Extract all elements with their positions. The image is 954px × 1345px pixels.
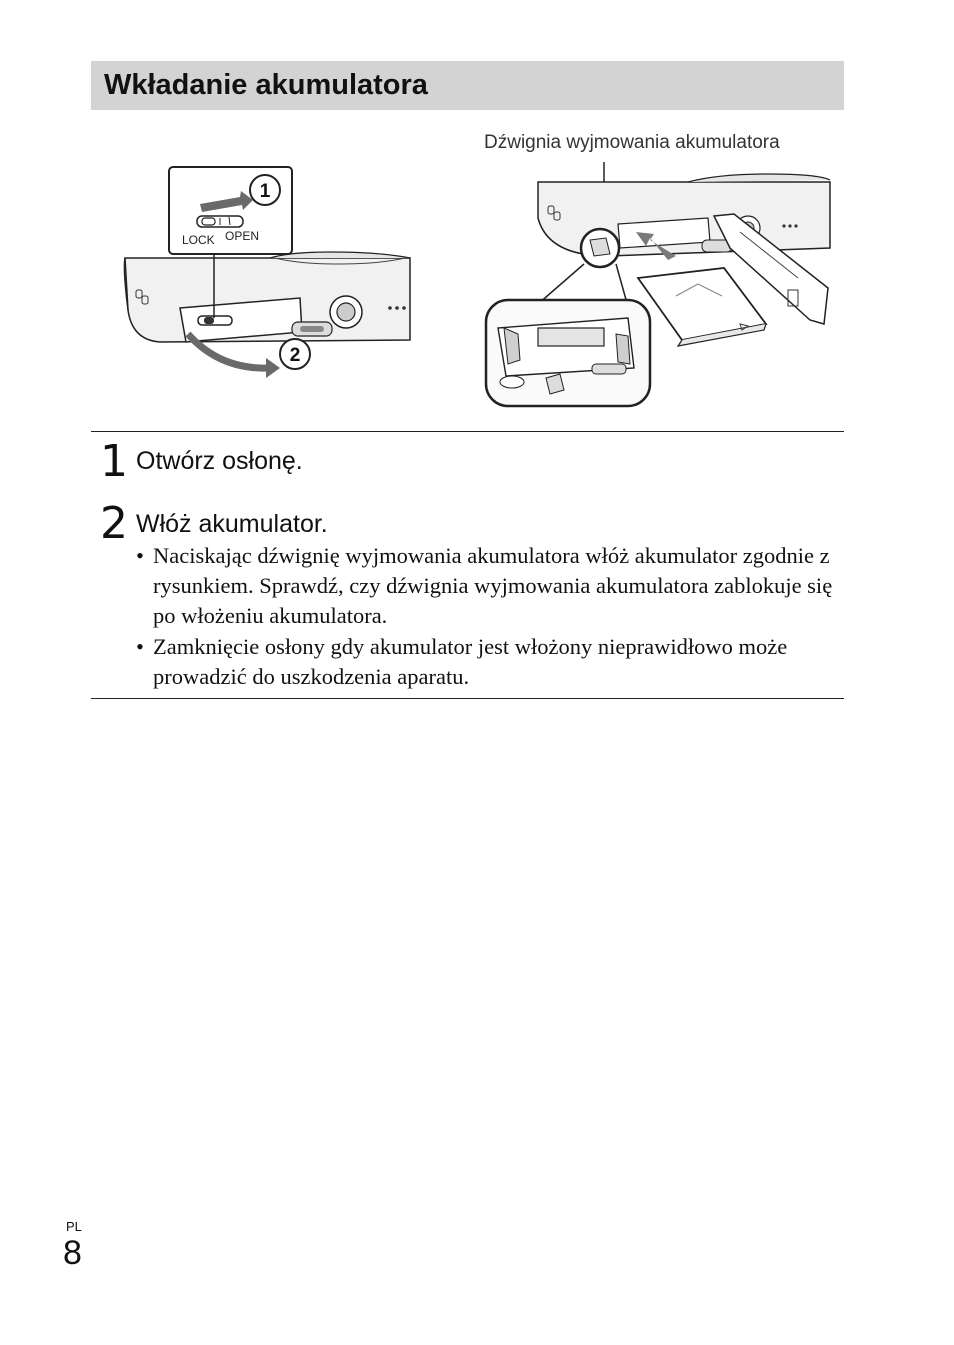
camera-bottom-open-cover-drawing [120, 160, 420, 410]
step-1-title: Otwórz osłonę. [136, 447, 303, 475]
insert-battery-illustration [478, 128, 838, 413]
open-cover-illustration [120, 160, 420, 410]
bullet-text: Naciskając dźwignię wyjmowania akumulatora włóż akumulator zgodnie z rysunkiem. Sprawdź, czy dźwignia wyjmowania akumulatora zablokuje się po włożeniu akumulatora. [153, 543, 833, 628]
section-divider-bottom [91, 698, 844, 699]
section-header [91, 61, 844, 110]
page-language-code: PL [66, 1219, 82, 1234]
callout-2: 2 [289, 345, 301, 366]
camera-battery-insert-drawing [478, 128, 838, 413]
step-2-title: Włóż akumulator. [136, 510, 328, 538]
section-divider-top [91, 431, 844, 432]
bullet-marker: • [136, 543, 144, 568]
battery-lever-label: Dźwignia wyjmowania akumulatora [484, 132, 780, 153]
step-2-number: 2 [100, 498, 128, 549]
page-number: 8 [63, 1234, 82, 1272]
bullet-item [136, 632, 836, 692]
lock-label: LOCK [182, 233, 215, 247]
open-label: OPEN [225, 229, 260, 243]
bullet-item [136, 541, 836, 631]
bullet-marker: • [136, 634, 144, 659]
section-title: Wkładanie akumulatora [104, 69, 428, 101]
bullet-text: Zamknięcie osłony gdy akumulator jest włożony nieprawidłowo może prowadzić do uszkodzenia aparatu. [153, 634, 788, 689]
step-2-bullet-list [136, 541, 836, 693]
step-1-number: 1 [100, 436, 128, 487]
callout-1: 1 [259, 181, 271, 202]
